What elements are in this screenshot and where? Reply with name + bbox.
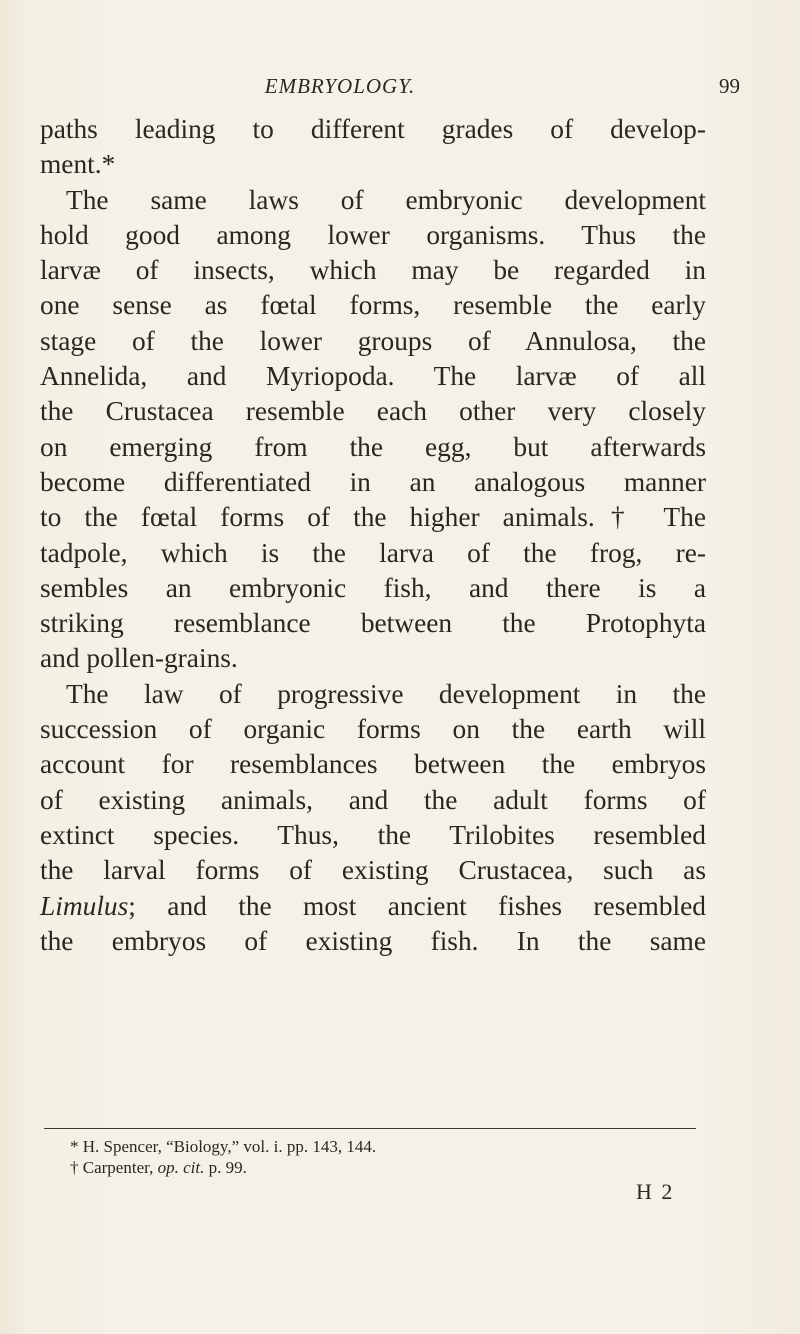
- text-line: succession of organic forms on the earth will: [40, 714, 706, 745]
- text-line: and pollen-grains.: [40, 643, 238, 674]
- text-line: paths leading to different grades of develop-: [40, 114, 706, 144]
- text-line: larvæ of insects, which may be regarded in: [40, 255, 706, 286]
- text-line: account for resemblances between the embryos: [40, 749, 706, 780]
- body-text: [40, 112, 706, 959]
- text-line: stage of the lower groups of Annulosa, the: [40, 325, 706, 356]
- footnote-2-italic: op. cit.: [157, 1158, 205, 1177]
- text-line: striking resemblance between the Protophyta: [40, 608, 706, 639]
- text-line: become differentiated in an analogous manner: [40, 466, 706, 497]
- text-line: on emerging from the egg, but afterwards: [40, 431, 706, 462]
- text-line: Annelida, and Myriopoda. The larvæ of all: [40, 361, 706, 392]
- text-line-last: the embryos of existing fish. In the same: [40, 925, 706, 956]
- text-line: of existing animals, and the adult forms of: [40, 784, 706, 815]
- signature-mark: H 2: [636, 1179, 675, 1204]
- limulus-italic: Limulus: [40, 890, 129, 921]
- text-line: the larval forms of existing Crustacea, such as: [40, 855, 706, 886]
- text-line-limulus: [40, 889, 706, 924]
- running-title: EMBRYOLOGY.: [264, 74, 416, 98]
- footnote-2: [70, 1157, 690, 1178]
- text-line: The law of progressive development in the: [66, 678, 706, 709]
- text-line: hold good among lower organisms. Thus the: [40, 219, 706, 250]
- page-header: [40, 70, 740, 102]
- text-line: The same laws of embryonic development: [66, 184, 706, 215]
- footnote-rule: [44, 1128, 696, 1129]
- limulus-rest: ; and the most ancient fishes resembled: [128, 890, 706, 921]
- text-line: one sense as fœtal forms, resemble the early: [40, 290, 706, 321]
- text-line: ment.*: [40, 149, 116, 180]
- footnote-2-suffix: p. 99.: [204, 1158, 247, 1177]
- text-line: the Crustacea resemble each other very closely: [40, 396, 706, 427]
- page-number: 99: [719, 74, 740, 98]
- footnotes: [70, 1136, 690, 1178]
- text-line: tadpole, which is the larva of the frog, re-: [40, 537, 706, 568]
- text-line: extinct species. Thus, the Trilobites resembled: [40, 819, 706, 850]
- footnote-1: * H. Spencer, “Biology,” vol. i. pp. 143, 144.: [70, 1137, 377, 1156]
- footnote-2-prefix: † Carpenter,: [70, 1158, 158, 1177]
- text-line: to the fœtal forms of the higher animals.† The: [40, 502, 706, 533]
- text-line: sembles an embryonic fish, and there is a: [40, 572, 706, 603]
